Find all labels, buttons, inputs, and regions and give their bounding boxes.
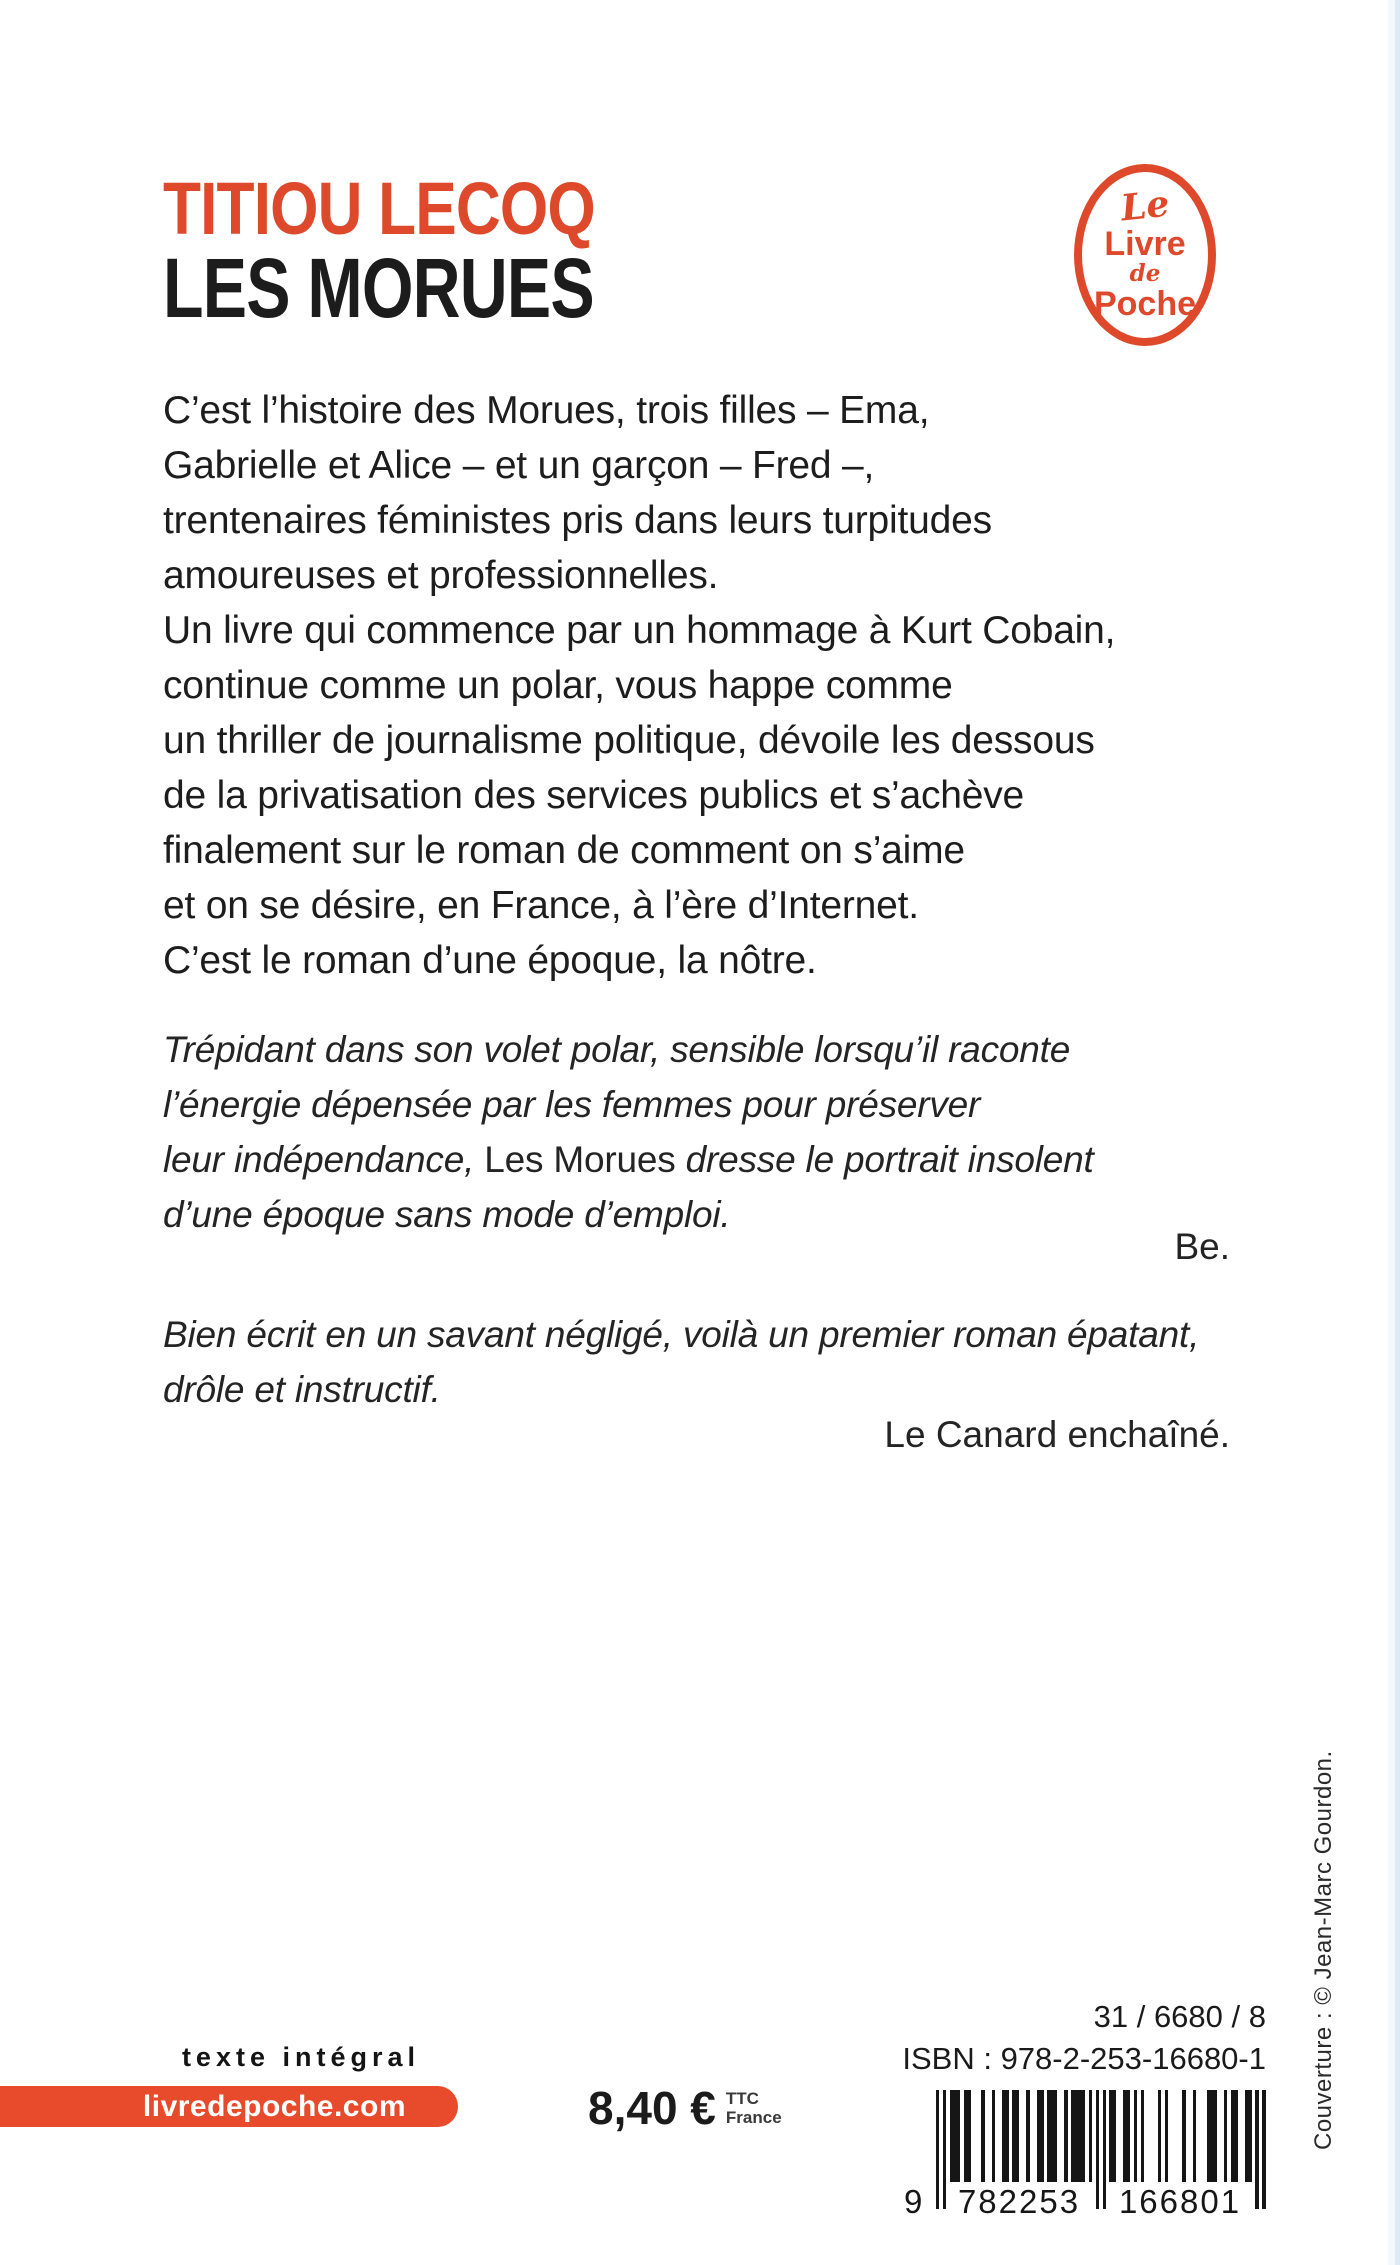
logo-word-livre: Livre	[1104, 225, 1186, 263]
logo-word-de: de	[1129, 260, 1161, 287]
synopsis-line: Gabrielle et Alice – et un garçon – Fred –,	[163, 444, 875, 487]
review-line: d’une époque sans mode d’emploi.	[163, 1194, 731, 1235]
website-banner	[0, 2086, 458, 2127]
synopsis-line: et on se désire, en France, à l’ère d’Internet.	[163, 884, 919, 927]
page-edge-soft	[1388, 0, 1395, 2265]
price-value: 8,40 €	[588, 2082, 716, 2134]
review-attribution-canard: Le Canard enchaîné.	[884, 1414, 1230, 1455]
isbn-number: ISBN : 978-2-253-16680-1	[902, 2041, 1266, 2076]
barcode-digits-left: 782253	[957, 2183, 1081, 2220]
review-quote-be	[163, 1022, 1094, 1242]
synopsis-line: finalement sur le roman de comment on s’aime	[163, 829, 965, 872]
ean13-barcode	[904, 2090, 1266, 2220]
price-tax-label: TTC	[725, 2089, 759, 2108]
review-line	[163, 1132, 1094, 1187]
synopsis-line: Un livre qui commence par un hommage à Kurt Cobain,	[163, 609, 1116, 652]
review-line: Bien écrit en un savant négligé, voilà un premier roman épatant,	[163, 1314, 1200, 1355]
synopsis-line: un thriller de journalisme politique, dévoile les dessous	[163, 719, 1095, 762]
review-book-title-mention: Les Morues	[484, 1139, 676, 1180]
edition-note: texte intégral	[181, 2042, 420, 2072]
page-edge-line	[1395, 0, 1400, 2265]
catalog-number: 31 / 6680 / 8	[1093, 1999, 1266, 2034]
review-line-segment: dresse le portrait insolent	[675, 1139, 1094, 1180]
price-country-label: France	[725, 2108, 782, 2127]
review-line: Trépidant dans son volet polar, sensible lorsqu’il raconte	[163, 1029, 1071, 1070]
cover-photo-credit: Couverture : © Jean-Marc Gourdon.	[1310, 1750, 1337, 2150]
price-details	[726, 2089, 782, 2127]
synopsis-line: trentenaires féministes pris dans leurs turpitudes	[163, 499, 992, 542]
synopsis-line: C’est l’histoire des Morues, trois filles – Ema,	[163, 389, 930, 432]
book-title: LES MORUES	[163, 241, 594, 335]
synopsis-line: de la privatisation des services publics et s’achève	[163, 774, 1025, 817]
synopsis-paragraph	[163, 383, 1115, 988]
review-line: drôle et instructif.	[163, 1369, 441, 1410]
review-line-segment: leur indépendance,	[163, 1139, 485, 1180]
synopsis-line: C’est le roman d’une époque, la nôtre.	[163, 939, 817, 982]
review-quote-canard	[163, 1307, 1199, 1417]
logo-word-le: Le	[1118, 182, 1172, 230]
review-line: l’énergie dépensée par les femmes pour préserver	[163, 1084, 981, 1125]
logo-word-poche: Poche	[1093, 285, 1197, 323]
website-url: livredepoche.com	[142, 2089, 406, 2123]
barcode-digit-first: 9	[904, 2183, 923, 2220]
synopsis-line: continue comme un polar, vous happe comme	[163, 664, 953, 707]
price-block	[588, 2082, 782, 2134]
barcode-digits-right: 166801	[1118, 2183, 1242, 2220]
livre-de-poche-logo-icon	[1074, 164, 1216, 346]
synopsis-line: amoureuses et professionnelles.	[163, 554, 719, 597]
author-name: TITIOU LECOQ	[163, 167, 595, 250]
review-attribution-be: Be.	[1174, 1226, 1230, 1267]
